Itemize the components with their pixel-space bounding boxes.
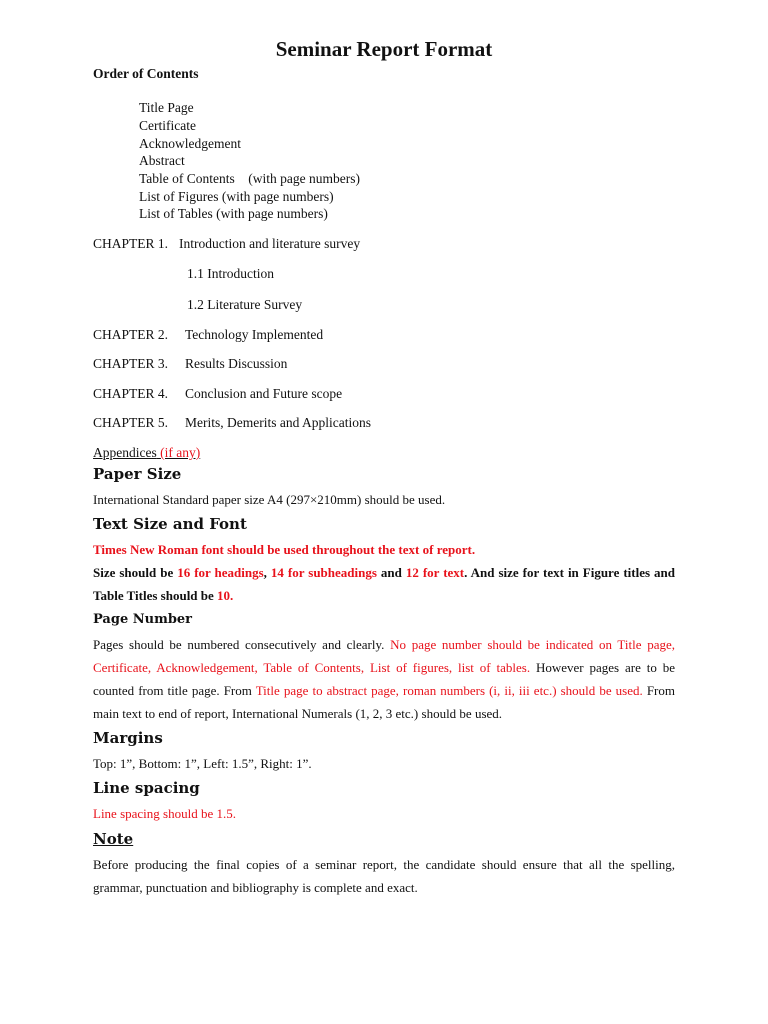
line-spacing-text: Line spacing should be 1.5. (93, 806, 236, 821)
page-title: Seminar Report Format (275, 37, 493, 61)
text-fragment: Size should be (93, 565, 178, 580)
chapter-label: CHAPTER 4. (93, 386, 169, 401)
chapter-label: CHAPTER 3. (93, 356, 169, 371)
text-fragment: From main text to end of report, International Numerals (1, 2, 3 etc.) should be used. (93, 683, 676, 721)
text-fragment: Title page to abstract page, roman numbers (i, ii, iii etc.) should be used. (255, 683, 643, 698)
text-fragment: No page number should be indicated on Title page, Certificate, Acknowledgement, Table of Contents, List of figures, list of tables. (93, 637, 676, 675)
toc-item: List of Figures (with page numbers) (139, 189, 334, 204)
text-size-font-rule: Times New Roman font should be used throughout the text of report. (93, 542, 476, 557)
text-fragment: , (263, 565, 271, 580)
text-size-rule (93, 561, 675, 607)
chapter-title: Results Discussion (185, 356, 288, 371)
chapter-3 (93, 356, 287, 372)
chapter-label: CHAPTER 1. (93, 236, 169, 251)
text-fragment: 10. (217, 588, 234, 603)
chapter-title: Introduction and literature survey (179, 236, 361, 251)
chapter-title: Merits, Demerits and Applications (185, 415, 371, 430)
margins-text: Top: 1”, Bottom: 1”, Left: 1.5”, Right: 1”. (93, 756, 312, 771)
text-fragment: Pages should be numbered consecutively and clearly. (93, 637, 391, 652)
page-number-text (93, 633, 675, 725)
toc-item: List of Tables (with page numbers) (139, 206, 328, 221)
appendices-note: (if any) (160, 445, 201, 460)
text-fragment: 14 for subheadings (270, 565, 377, 580)
appendices-label: Appendices (93, 445, 157, 460)
chapter-1 (93, 236, 360, 252)
toc-item: Abstract (139, 153, 185, 168)
note-heading: Note (93, 830, 134, 848)
toc-item: Acknowledgement (139, 136, 241, 151)
chapter-title: Technology Implemented (185, 327, 324, 342)
subsection-1-1: 1.1 Introduction (187, 266, 274, 281)
toc-item: Title Page (139, 100, 194, 115)
margins-heading: Margins (93, 729, 163, 747)
note-text: Before producing the final copies of a seminar report, the candidate should ensure that all the spelling, grammar, punctuation and bibliography is complete and exact. (93, 857, 675, 895)
text-fragment: and (376, 565, 406, 580)
text-fragment: However pages are to be counted from title page. From (93, 660, 675, 698)
toc-item: Certificate (139, 118, 196, 133)
text-fragment: 16 for headings (177, 565, 264, 580)
chapter-2 (93, 327, 323, 343)
text-fragment: 12 for text (405, 565, 465, 580)
text-size-heading: Text Size and Font (93, 515, 247, 533)
paper-size-text: International Standard paper size A4 (297×210mm) should be used. (93, 492, 446, 507)
line-spacing-heading: Line spacing (93, 779, 200, 797)
order-of-contents-heading: Order of Contents (93, 66, 199, 81)
chapter-label: CHAPTER 2. (93, 327, 169, 342)
subsection-1-2: 1.2 Literature Survey (187, 297, 303, 312)
page-number-heading: Page Number (93, 612, 193, 627)
chapter-title: Conclusion and Future scope (185, 386, 343, 401)
chapter-5 (93, 415, 371, 431)
toc-item: Table of Contents (with page numbers) (139, 171, 361, 186)
chapter-4 (93, 386, 342, 402)
appendices (93, 445, 200, 461)
text-fragment: . And size for text in Figure titles and Table Titles should be (93, 565, 675, 603)
paper-size-heading: Paper Size (93, 465, 182, 483)
chapter-label: CHAPTER 5. (93, 415, 169, 430)
